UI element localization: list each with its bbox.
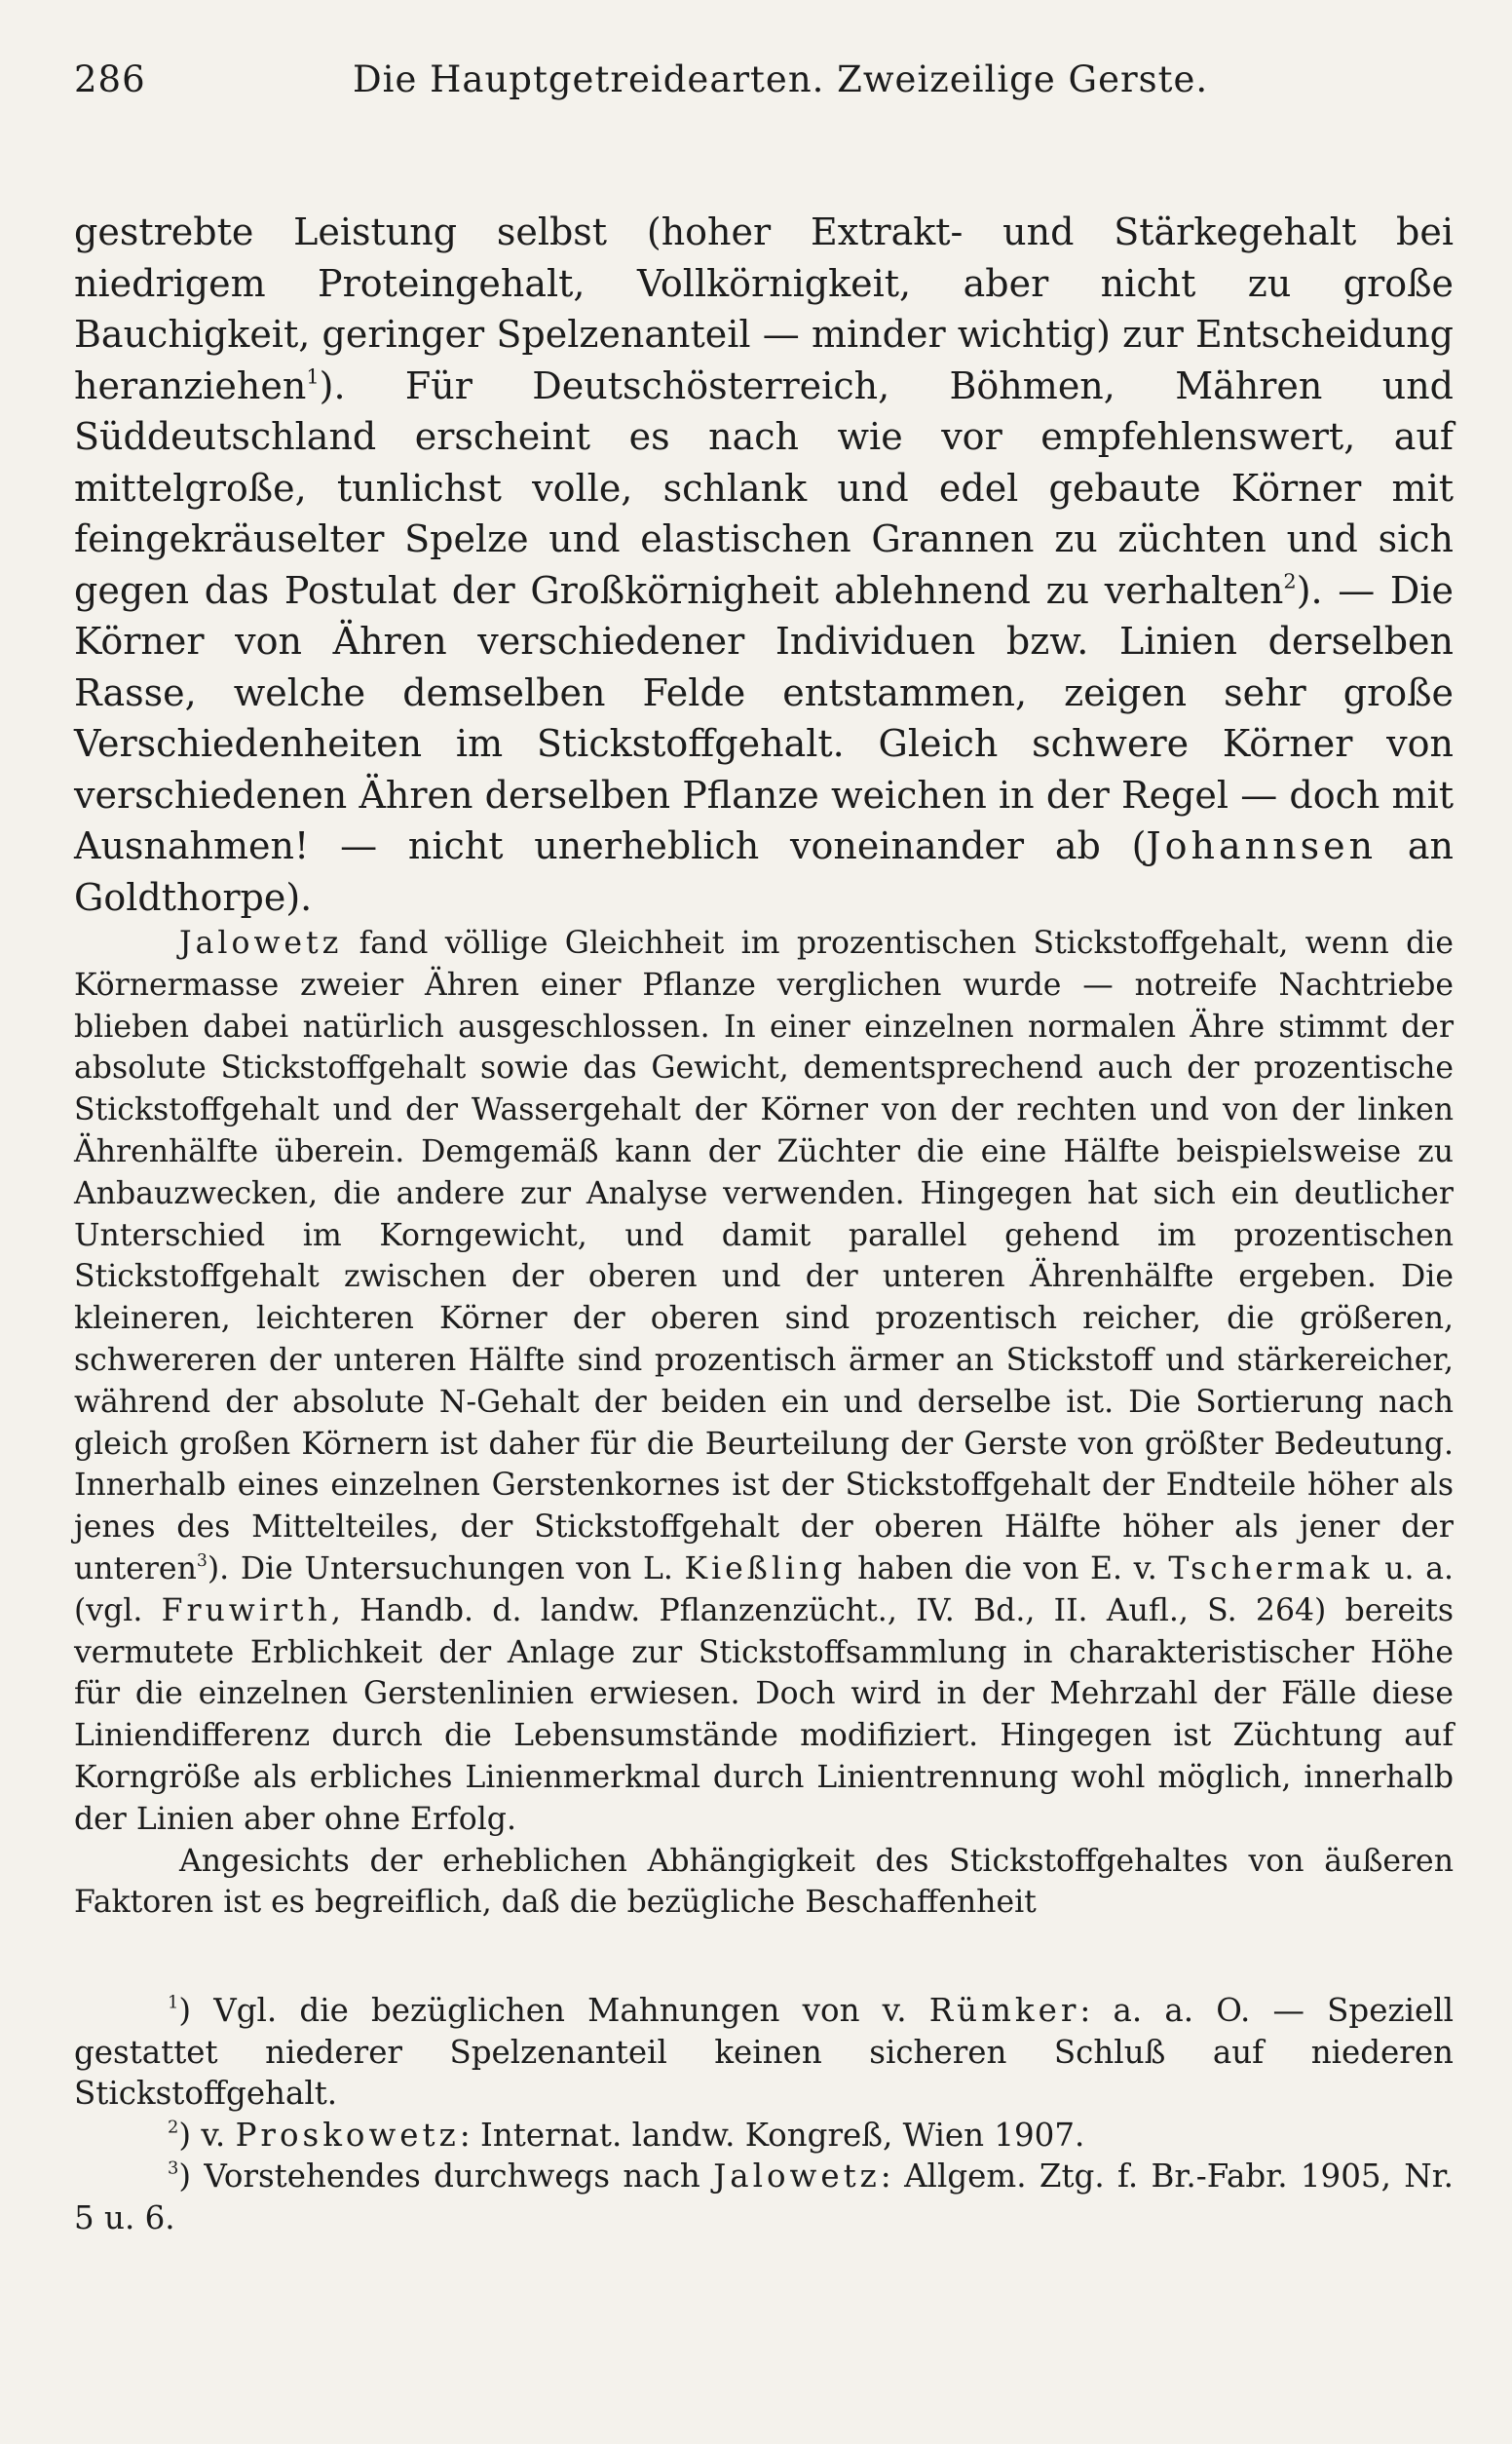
text-segment: ). Die Untersuchungen von L. [207,1550,685,1586]
author-name: Tschermak [1168,1550,1374,1586]
text-segment: haben die von E. v. [846,1550,1169,1586]
text-segment: : Internat. landw. Kongreß, Wien 1907. [459,2116,1085,2154]
text-segment: ) Vgl. die bezüglichen Mahnungen von v. [178,1992,929,2030]
text-segment: ). Für Deutschösterreich, Böhmen, Mähren und Süddeutschland erscheint es nach wie vor empfehlenswert, auf mittelgroße, tunlichst volle, schlank und edel gebaute Körner mit feingekräuselter Spelze und elastischen Grannen zu züchten und sich gegen das Postulat der Großkörnigheit ablehnend zu verhalten [74,363,1454,612]
footnote-mark: 3 [168,2158,179,2179]
footnote-ref-3: 3 [196,1550,208,1571]
text-segment: gestrebte Leistung selbst (hoher Extrakt- und Stärkegehalt bei niedrigem Proteingehalt, Vollkörnigkeit, aber nicht zu große Bauchigkeit, geringer Spelzenanteil — minder wichtig) zur Entscheidung heranziehen [74,210,1454,407]
footnote-3 [74,2156,1454,2238]
author-name: Jalowetz [713,2158,881,2196]
footnote-1 [74,1990,1454,2115]
text-segment: : a. a. O. — Speziell gestattet niederer Spelzenanteil keinen sicheren Schluß auf niederen Stickstoffgehalt. [74,1992,1455,2113]
footnote-mark: 2 [168,2117,179,2138]
text-segment: fand völlige Gleichheit im prozentischen Stickstoffgehalt, wenn die Körnermasse zweier Ähren einer Pflanze verglichen wurde — notreife Nachtriebe blieben dabei natürlich ausgeschlossen. In einer einzelnen normalen Ähre stimmt der absolute Stickstoffgehalt sowie das Gewicht, dementsprechend auch der prozentische Stickstoffgehalt und der Wassergehalt der Körner von der rechten und von der linken Ährenhälfte überein. Demgemäß kann der Züchter die eine Hälfte beispielsweise zu Anbauzwecken, die andere zur Analyse verwenden. Hingegen hat sich ein deutlicher Unterschied im Korngewicht, und damit parallel gehend im prozentischen Stickstoffgehalt zwischen der oberen und der unteren Ährenhälfte ergeben. Die kleineren, leichteren Körner der oberen sind prozentisch reicher, die größeren, schwereren der unteren Hälfte sind prozentisch ärmer an Stickstoff und stärkereicher, während der absolute N-Gehalt der beiden ein und derselbe ist. Die Sortierung nach gleich großen Körnern ist daher für die Beurteilung der Gerste von größter Bedeutung. Innerhalb eines einzelnen Gerstenkornes ist der Stickstoffgehalt der Endteile höher als jenes des Mittelteiles, der Stickstoffgehalt der oberen Hälfte höher als jener der unteren [74,926,1454,1586]
footnote-mark: 1 [168,1992,179,2013]
main-text [74,207,1454,1924]
footnotes [74,1990,1454,2238]
text-segment: u. a. (vgl. [74,1550,1454,1628]
text-segment: an Goldthorpe). [74,824,1454,919]
closing-paragraph: Angesichts der erheblichen Abhängigkeit des Stickstoffgehaltes von äußeren Faktoren ist es begreiflich, daß die bezügliche Beschaffenheit [74,1843,1454,1921]
author-name: Johannsen [1146,824,1378,867]
text-segment: ). — Die Körner von Ähren verschiedener Individuen bzw. Linien derselben Rasse, welche demselben Felde entstammen, zeigen sehr große Verschiedenheiten im Stickstoffgehalt. Gleich schwere Körner von verschiedenen Ähren derselben Pflanze weichen in der Regel — doch mit Ausnahmen! — nicht unerheblich voneinander ab ( [74,568,1455,867]
page-number: 286 [74,58,146,100]
running-head: Die Hauptgetreidearten. Zweizeilige Gerste. [353,58,1209,100]
author-name: Fruwirth [161,1592,331,1628]
text-segment: ) Vorstehendes durchwegs nach [178,2158,714,2196]
text-segment: ) v. [178,2116,236,2154]
page-header [74,58,1454,117]
body-paragraph [74,207,1454,923]
footnote-ref-1: 1 [306,363,320,388]
author-name: Jalowetz [179,926,343,961]
author-name: Proskowetz [235,2116,460,2154]
footnote-ref-2: 2 [1283,568,1297,592]
text-segment: , Handb. d. landw. Pflanzenzücht., IV. Bd., II. Aufl., S. 264) bereits vermutete Erblichkeit der Anlage zur Stickstoffsammlung in charakteristischer Höhe für die einzelnen Gerstenlinien erwiesen. Doch wird in der Mehrzahl der Fälle diese Liniendifferenz durch die Lebensumstände modifiziert. Hingegen ist Züchtung auf Korngröße als erbliches Linienmerkmal durch Linientrennung wohl möglich, innerhalb der Linien aber ohne Erfolg. [74,1592,1454,1837]
footnote-2 [74,2115,1454,2157]
small-print-paragraph [74,923,1454,1841]
author-name: Kießling [684,1550,847,1586]
text-segment: : Allgem. Ztg. f. Br.-Fabr. 1905, Nr. 5 u. 6. [74,2158,1454,2236]
author-name: Rümker [928,1992,1080,2030]
